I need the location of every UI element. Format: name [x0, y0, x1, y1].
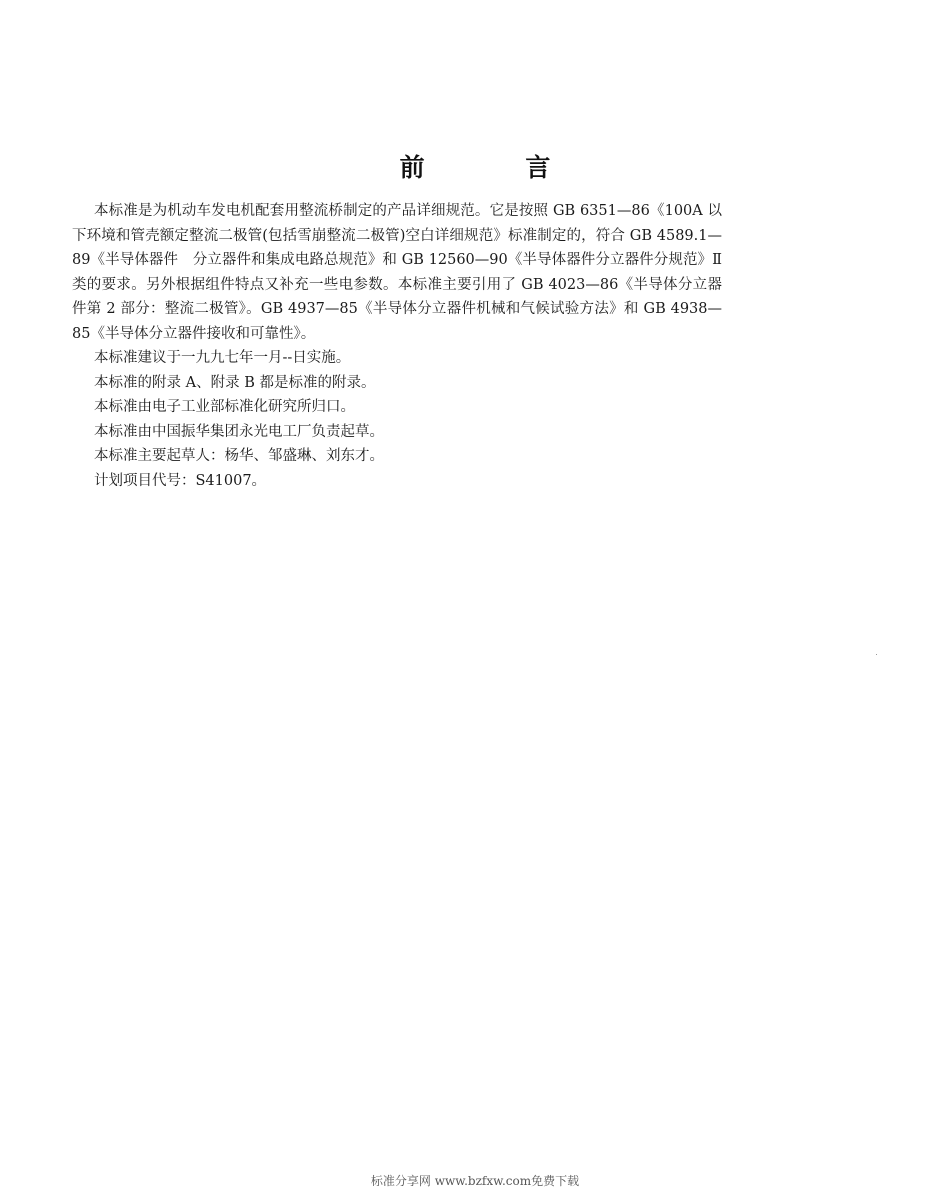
drafting-unit-line: 本标准由中国振华集团永光电工厂负责起草。: [94, 423, 384, 440]
footer-watermark: 标准分享网 www.bzfxw.com免费下载: [370, 1174, 580, 1188]
drafters-line: 本标准主要起草人：杨华、邹盛琳、刘东才。: [94, 448, 384, 464]
administration-line: 本标准由电子工业部标准化研究所归口。: [94, 399, 355, 415]
appendix-line: 本标准的附录 A、附录 B 都是标准的附录。: [94, 374, 376, 391]
foreword-body: [72, 199, 722, 493]
foreword-paragraph-main: 本标准是为机动车发电机配套用整流桥制定的产品详细规范。它是按照 GB 6351—86《100A 以下环境和管壳额定整流二极管(包括雪崩整流二极管)空白详细规范》标准制定的，符合 GB 4589.1—89《半导体器件 分立器件和集成电路总规范》和 GB 12560—90《半导体器件分立器件分规范》Ⅱ类的要求。另外根据组件特点又补充一些电参数。本标准主要引用了 GB 4023—86《半导体分立器件第 2 部分：整流二极管》。GB 4937—85《半导体分立器件机械和气候试验方法》和 GB 4938—85《半导体分立器件接收和可靠性》。: [72, 203, 722, 342]
page-title: 前 言: [399, 152, 597, 182]
implementation-date-line: 本标准建议于一九九七年一月--日实施。: [94, 350, 351, 366]
scan-speck: [876, 654, 877, 655]
project-code-line: 计划项目代号：S41007。: [94, 472, 267, 489]
